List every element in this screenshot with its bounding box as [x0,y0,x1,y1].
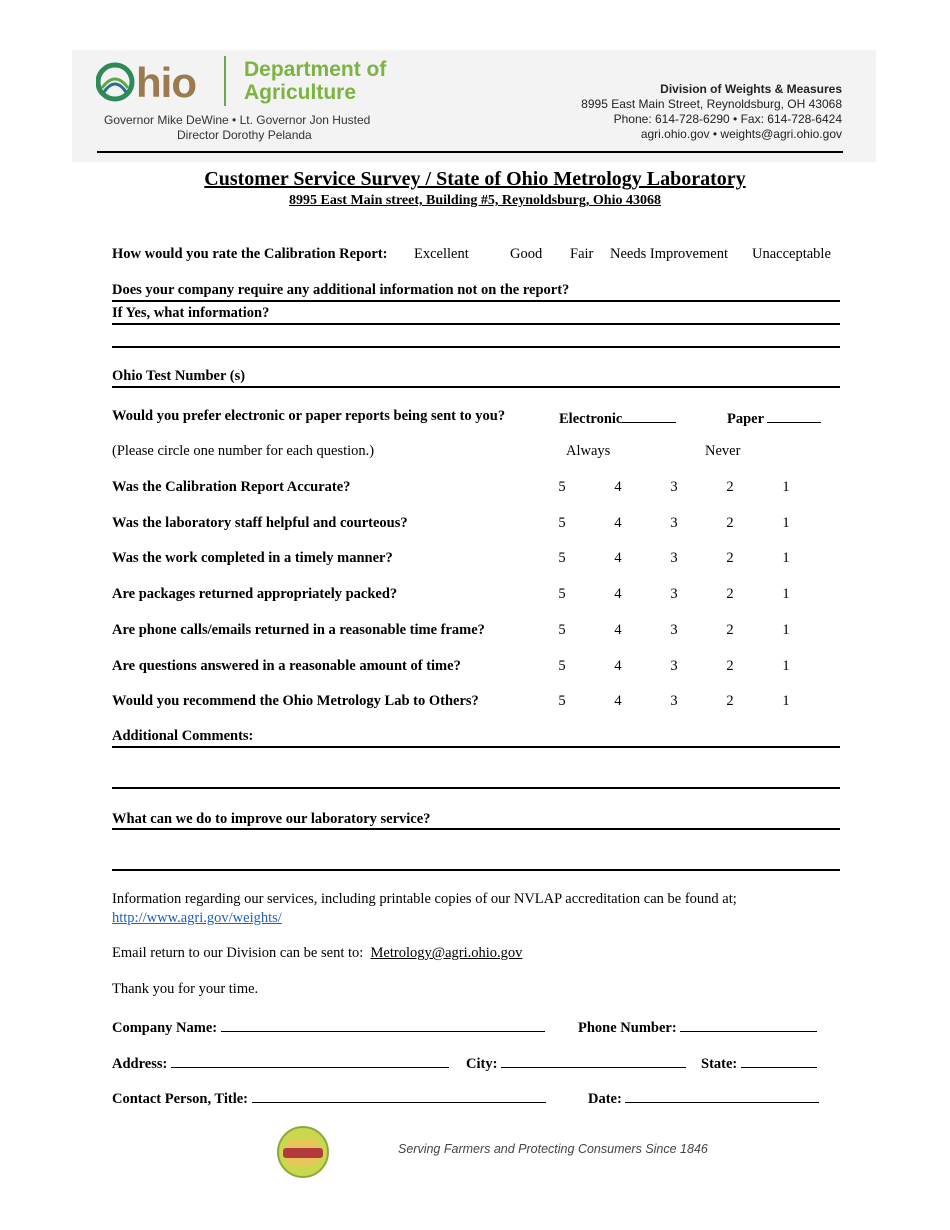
rating-number-1[interactable]: 1 [782,622,790,638]
ohio-o-icon [96,62,136,102]
company-name-label: Company Name: [112,1020,218,1036]
contact-person-blank[interactable] [252,1088,546,1103]
answer-line[interactable] [112,300,840,302]
city-blank[interactable] [501,1053,686,1068]
rating-number-3[interactable]: 3 [670,658,678,674]
phone-number-blank[interactable] [680,1017,817,1032]
rating-number-4[interactable]: 4 [614,479,622,495]
division-name: Division of Weights & Measures [660,82,842,96]
address-field[interactable] [112,1053,449,1073]
footer-tagline: Serving Farmers and Protecting Consumers Since 1846 [398,1142,708,1156]
survey-question: Are packages returned appropriately packed? [112,586,398,602]
phone-number-field[interactable] [578,1017,817,1037]
rating-option-needs-improvement[interactable]: Needs Improvement [610,246,728,262]
rating-number-5[interactable]: 5 [558,586,566,602]
page-subtitle: 8995 East Main street, Building #5, Reynoldsburg, Ohio 43068 [289,193,661,208]
improve-line[interactable] [112,828,840,830]
rating-number-4[interactable]: 4 [614,693,622,709]
scale-always-label: Always [566,443,611,459]
rating-number-1[interactable]: 1 [782,515,790,531]
rating-number-1[interactable]: 1 [782,693,790,709]
rating-number-5[interactable]: 5 [558,658,566,674]
city-label: City: [466,1056,498,1072]
logo-divider [224,56,226,106]
weights-website-link[interactable]: http://www.agri.gov/weights/ [112,910,282,926]
rating-option-fair[interactable]: Fair [570,246,594,262]
info-paragraph [112,891,840,927]
ohio-proud-seal [277,1126,329,1178]
contact-person-label: Contact Person, Title: [112,1091,248,1107]
rating-option-good[interactable]: Good [510,246,543,262]
additional-comments-label: Additional Comments: [112,728,254,744]
email-text: Email return to our Division can be sent to: [112,945,364,961]
header-rule [97,151,843,153]
rating-number-3[interactable]: 3 [670,693,678,709]
date-blank[interactable] [625,1088,819,1103]
improve-label: What can we do to improve our laboratory service? [112,811,431,827]
rating-number-4[interactable]: 4 [614,586,622,602]
metrology-email-link[interactable]: Metrology@agri.ohio.gov [370,945,523,961]
rating-number-3[interactable]: 3 [670,622,678,638]
state-label: State: [701,1056,738,1072]
rating-number-4[interactable]: 4 [614,550,622,566]
rating-number-2[interactable]: 2 [726,479,734,495]
survey-question: Was the laboratory staff helpful and courteous? [112,515,408,531]
department-name: Department of Agriculture [244,58,387,104]
rating-number-4[interactable]: 4 [614,622,622,638]
survey-question: Was the Calibration Report Accurate? [112,479,351,495]
survey-question: Are phone calls/emails returned in a reasonable time frame? [112,622,485,638]
rating-number-4[interactable]: 4 [614,658,622,674]
rating-number-1[interactable]: 1 [782,479,790,495]
rating-number-3[interactable]: 3 [670,550,678,566]
rating-number-5[interactable]: 5 [558,693,566,709]
survey-question: Was the work completed in a timely manner? [112,550,393,566]
report-preference-question: Would you prefer electronic or paper reports being sent to you? [112,408,506,424]
date-field[interactable] [588,1088,819,1108]
rating-number-1[interactable]: 1 [782,586,790,602]
rating-number-2[interactable]: 2 [726,658,734,674]
logo-wordmark: hio [136,59,196,106]
address-blank[interactable] [171,1053,449,1068]
rating-number-2[interactable]: 2 [726,515,734,531]
phone-number-label: Phone Number: [578,1020,677,1036]
rating-number-3[interactable]: 3 [670,515,678,531]
electronic-label: Electronic [559,411,623,427]
division-contact-block [581,82,842,142]
state-field[interactable] [701,1053,817,1073]
director-line: Director Dorothy Pelanda [177,128,312,142]
paper-label: Paper [727,411,764,427]
info-text: Information regarding our services, including printable copies of our NVLAP accreditation can be found at; [112,891,737,907]
improve-line[interactable] [112,869,840,871]
calibration-rating-question: How would you rate the Calibration Report: [112,246,388,262]
rating-number-3[interactable]: 3 [670,479,678,495]
paper-blank[interactable] [767,408,821,423]
answer-line[interactable] [112,346,840,348]
rating-number-5[interactable]: 5 [558,622,566,638]
electronic-option[interactable] [559,408,676,428]
date-label: Date: [588,1091,622,1107]
paper-option[interactable] [727,408,821,428]
city-field[interactable] [466,1053,686,1073]
test-number-label: Ohio Test Number (s) [112,368,246,384]
survey-question: Are questions answered in a reasonable amount of time? [112,658,461,674]
rating-number-2[interactable]: 2 [726,550,734,566]
comments-line[interactable] [112,787,840,789]
scale-never-label: Never [705,443,741,459]
state-blank[interactable] [741,1053,817,1068]
thank-you-text: Thank you for your time. [112,981,259,997]
additional-info-question: Does your company require any additional information not on the report? [112,282,570,298]
rating-option-excellent[interactable]: Excellent [414,246,469,262]
rating-option-unacceptable[interactable]: Unacceptable [752,246,831,262]
contact-person-field[interactable] [112,1088,546,1108]
division-web-email: agri.ohio.gov • weights@agri.ohio.gov [640,127,842,141]
comments-line[interactable] [112,746,840,748]
rating-number-4[interactable]: 4 [614,515,622,531]
company-name-blank[interactable] [221,1017,545,1032]
rating-number-5[interactable]: 5 [558,479,566,495]
rating-number-5[interactable]: 5 [558,515,566,531]
circle-instruction: (Please circle one number for each question.) [112,443,375,459]
electronic-blank[interactable] [622,408,676,423]
governor-line: Governor Mike DeWine • Lt. Governor Jon Husted [104,113,371,127]
rating-number-2[interactable]: 2 [726,693,734,709]
survey-question: Would you recommend the Ohio Metrology Lab to Others? [112,693,479,709]
rating-number-5[interactable]: 5 [558,550,566,566]
rating-number-1[interactable]: 1 [782,550,790,566]
rating-number-2[interactable]: 2 [726,622,734,638]
rating-number-3[interactable]: 3 [670,586,678,602]
if-yes-label: If Yes, what information? [112,305,270,321]
rating-number-2[interactable]: 2 [726,586,734,602]
company-name-field[interactable] [112,1017,545,1037]
division-address: 8995 East Main Street, Reynoldsburg, OH 43068 [581,97,842,111]
email-line [112,945,522,962]
answer-line[interactable] [112,323,840,325]
rating-number-1[interactable]: 1 [782,658,790,674]
test-number-line[interactable] [112,386,840,388]
division-phone-fax: Phone: 614-728-6290 • Fax: 614-728-6424 [613,112,842,126]
address-label: Address: [112,1056,168,1072]
page-title: Customer Service Survey / State of Ohio Metrology Laboratory [204,168,746,190]
